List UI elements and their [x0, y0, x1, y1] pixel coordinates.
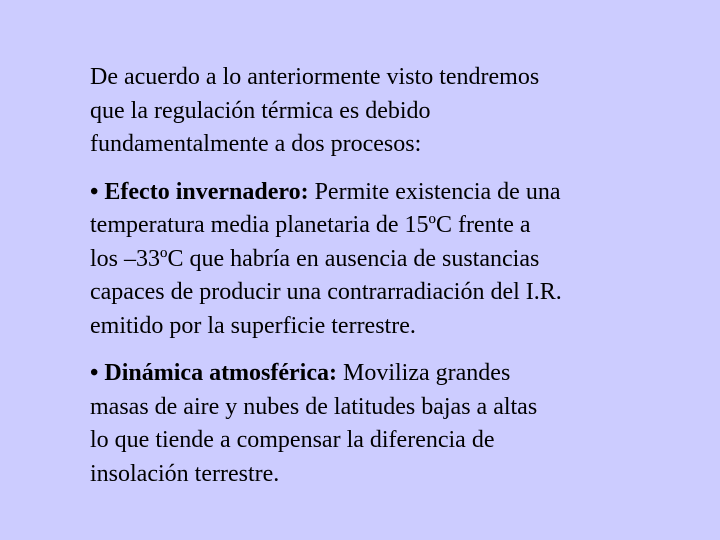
text-line: los –33ºC que habría en ausencia de sustancias — [90, 245, 540, 272]
text-line: masas de aire y nubes de latitudes bajas a altas — [90, 393, 538, 420]
text-line: temperatura media planetaria de 15ºC frente a — [90, 212, 531, 238]
bullet-text: Permite existencia de una — [308, 178, 561, 205]
text-line — [90, 176, 690, 210]
bullet-term: • Efecto invernadero: — [90, 178, 309, 205]
slide-content — [90, 61, 690, 491]
text-line — [90, 357, 690, 391]
text-line: insolación terrestre. — [90, 460, 280, 487]
text-line: emitido por la superficie terrestre. — [90, 312, 416, 339]
bullet-greenhouse-effect — [90, 176, 690, 344]
text-line: que la regulación térmica es debido — [90, 97, 431, 124]
bullet-term: • Dinámica atmosférica: — [90, 360, 337, 386]
text-line: De acuerdo a lo anteriormente visto tendremos — [90, 64, 540, 90]
text-line: capaces de producir una contrarradiación del I.R. — [90, 279, 562, 305]
intro-paragraph — [90, 61, 690, 162]
bullet-atmospheric-dynamics — [90, 357, 690, 491]
text-line: fundamentalmente a dos procesos: — [90, 131, 422, 157]
bullet-text: Moviliza grandes — [337, 360, 511, 386]
text-line: lo que tiende a compensar la diferencia de — [90, 427, 495, 453]
